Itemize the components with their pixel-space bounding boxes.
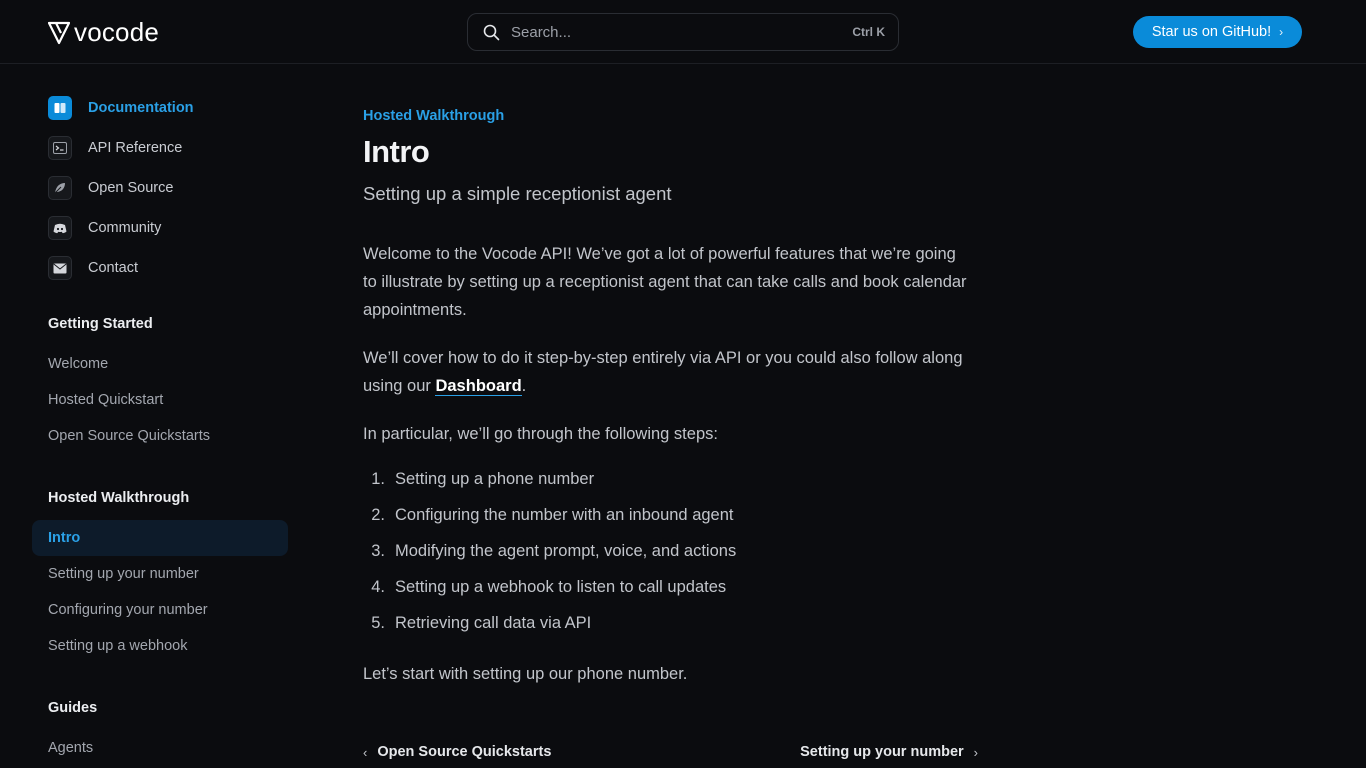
logo-triangle-icon <box>48 19 70 45</box>
next-page-link[interactable] <box>800 744 978 760</box>
sidebar-item-contact[interactable] <box>48 256 288 280</box>
search-box[interactable] <box>467 13 899 51</box>
step-text: Retrieving call data via API <box>395 614 592 632</box>
steps-intro-paragraph: In particular, we’ll go through the following steps: <box>363 425 718 443</box>
discord-icon <box>48 216 72 240</box>
list-item: 4. Setting up a webhook to listen to call updates <box>371 578 727 596</box>
search-placeholder: Search... <box>511 24 572 41</box>
page-pagination <box>363 744 978 764</box>
chevron-left-icon: ‹ <box>363 744 368 760</box>
dashboard-paragraph <box>363 344 973 400</box>
leaf-icon <box>48 176 72 200</box>
section-title-hosted-walkthrough: Hosted Walkthrough <box>48 490 190 506</box>
sidebar-item-documentation[interactable] <box>48 96 288 120</box>
terminal-icon <box>48 136 72 160</box>
step-text: Setting up a phone number <box>395 470 595 488</box>
chevron-right-icon: › <box>973 744 978 760</box>
breadcrumb-section: Hosted Walkthrough <box>363 108 505 124</box>
prev-page-label: Open Source Quickstarts <box>377 744 552 760</box>
vocode-logo[interactable] <box>48 16 159 48</box>
book-icon <box>48 96 72 120</box>
logo-text: vocode <box>74 17 160 47</box>
dashboard-paragraph-end: . <box>521 377 527 395</box>
sidebar-link-configuring-number[interactable]: Configuring your number <box>48 602 208 618</box>
sidebar-link-hosted-quickstart[interactable]: Hosted Quickstart <box>48 392 164 408</box>
sidebar-item-label: Documentation <box>88 100 194 116</box>
dashboard-paragraph-text: We’ll cover how to do it step-by-step entirely via API or you could also follow along using our <box>363 349 963 395</box>
page-title: Intro <box>363 134 430 169</box>
sidebar-item-label: Open Source <box>88 180 174 196</box>
sidebar-item-label: Contact <box>88 260 138 276</box>
page-subtitle: Setting up a simple receptionist agent <box>363 183 672 204</box>
section-title-getting-started: Getting Started <box>48 316 153 332</box>
sidebar-link-welcome[interactable]: Welcome <box>48 356 109 372</box>
star-github-label: Star us on GitHub! <box>1151 24 1272 40</box>
dashboard-link[interactable]: Dashboard <box>435 377 522 395</box>
prev-page-link[interactable] <box>363 744 551 760</box>
list-item: 5. Retrieving call data via API <box>371 614 592 632</box>
intro-paragraph: Welcome to the Vocode API! We’ve got a lot of powerful features that we’re going to illustrate by setting up a receptionist agent that can take calls and book calendar appointments. <box>363 245 967 319</box>
list-item: 1. Setting up a phone number <box>371 470 595 488</box>
section-title-guides: Guides <box>48 700 98 716</box>
sidebar-link-setting-up-webhook[interactable]: Setting up a webhook <box>48 638 188 654</box>
sidebar-item-open-source[interactable] <box>48 176 288 200</box>
star-github-button[interactable] <box>1133 16 1302 48</box>
search-icon <box>483 24 500 41</box>
sidebar-item-api-reference[interactable] <box>48 136 288 160</box>
closing-paragraph: Let’s start with setting up our phone number. <box>363 665 688 683</box>
top-header <box>0 0 1366 64</box>
sidebar-link-open-source-quickstarts[interactable]: Open Source Quickstarts <box>48 428 210 444</box>
sidebar-item-community[interactable] <box>48 216 288 240</box>
list-item: 3. Modifying the agent prompt, voice, and actions <box>371 542 737 560</box>
step-text: Modifying the agent prompt, voice, and actions <box>395 542 737 560</box>
sidebar-item-label: API Reference <box>88 140 183 156</box>
mail-icon <box>48 256 72 280</box>
sidebar-link-setting-up-number[interactable]: Setting up your number <box>48 566 199 582</box>
sidebar-link-agents[interactable]: Agents <box>48 740 94 756</box>
chevron-right-icon: › <box>1279 25 1284 39</box>
list-item: 2. Configuring the number with an inbound agent <box>371 506 734 524</box>
sidebar <box>0 64 300 768</box>
step-text: Configuring the number with an inbound agent <box>395 506 734 524</box>
next-page-label: Setting up your number <box>800 744 964 760</box>
sidebar-link-intro[interactable]: Intro <box>48 530 81 546</box>
step-text: Setting up a webhook to listen to call updates <box>395 578 727 596</box>
search-shortcut: Ctrl K <box>852 25 885 39</box>
sidebar-item-label: Community <box>88 220 162 236</box>
